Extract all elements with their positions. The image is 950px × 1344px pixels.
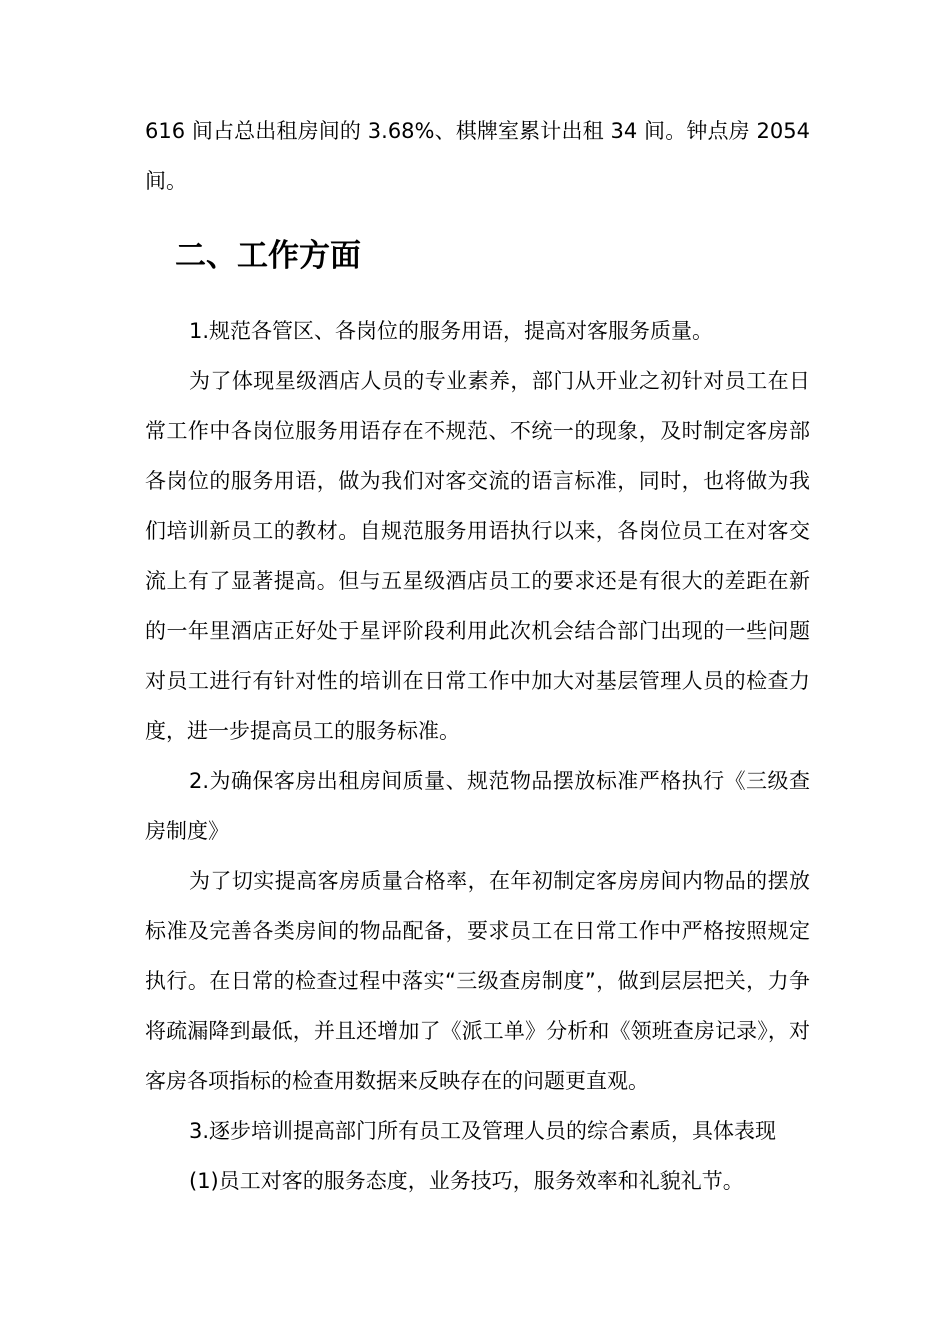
item-3-sub-1: (1)员工对客的服务态度，业务技巧，服务效率和礼貌礼节。 bbox=[189, 1169, 744, 1193]
item-1-title: 1.规范各管区、各岗位的服务用语，提高对客服务质量。 bbox=[189, 319, 714, 343]
paragraph-intro: 616 间占总出租房间的 3.68%、棋牌室累计出租 34 间。钟点房 2054 间。 bbox=[145, 119, 810, 193]
item-3-title: 3.逐步培训提高部门所有员工及管理人员的综合素质，具体表现 bbox=[189, 1119, 777, 1143]
item-2-title: 2.为确保客房出租房间质量、规范物品摆放标准严格执行《三级查房制度》 bbox=[145, 769, 810, 843]
section-heading: 二、工作方面 bbox=[175, 238, 361, 274]
item-2-body: 为了切实提高客房质量合格率，在年初制定客房房间内物品的摆放标准及完善各类房间的物品配备，要求员工在日常工作中严格按照规定执行。在日常的检查过程中落实“三级查房制度”，做到层层把关，力争将疏漏降到最低，并且还增加了《派工单》分析和《领班查房记录》，对客房各项指标的检查用数据来反映存在的问题更直观。 bbox=[145, 869, 810, 1093]
item-1-body: 为了体现星级酒店人员的专业素养，部门从开业之初针对员工在日常工作中各岗位服务用语存在不规范、不统一的现象，及时制定客房部各岗位的服务用语，做为我们对客交流的语言标准，同时，也将做为我们培训新员工的教材。自规范服务用语执行以来，各岗位员工在对客交流上有了显著提高。但与五星级酒店员工的要求还是有很大的差距在新的一年里酒店正好处于星评阶段利用此次机会结合部门出现的一些问题对员工进行有针对性的培训在日常工作中加大对基层管理人员的检查力度，进一步提高员工的服务标准。 bbox=[145, 369, 810, 743]
document-body bbox=[145, 106, 810, 1206]
